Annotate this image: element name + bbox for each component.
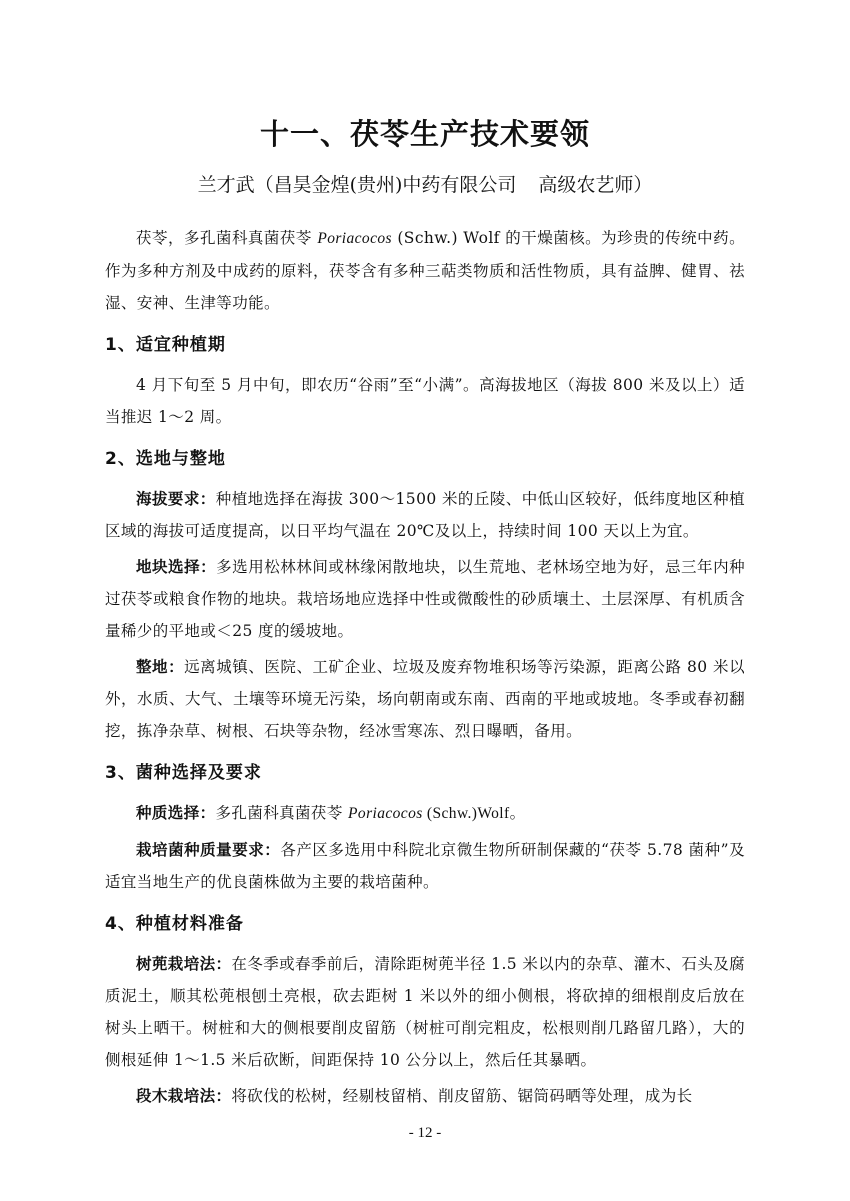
intro-paragraph — [105, 222, 745, 319]
latin-name: Poriacocos — [348, 805, 423, 822]
paragraph-lead: 海拔要求： — [136, 490, 216, 508]
author-rank: 高级农艺师） — [538, 174, 653, 196]
section-1-paragraph-1 — [105, 369, 745, 433]
page-number: - 12 - — [408, 1125, 442, 1141]
paragraph-lead: 段木栽培法： — [136, 1087, 232, 1105]
section-2-paragraph-3 — [105, 651, 745, 747]
document-body — [105, 222, 745, 1112]
paragraph-text: 将砍伐的松树，经剔枝留梢、削皮留筋、锯筒码晒等处理，成为长 — [231, 1087, 693, 1105]
paragraph-text: 多选用松林林间或林缘闲散地块，以生荒地、老林场空地为好，忌三年内种过茯苓或粮食作物的地块。栽培场地应选择中性或微酸性的砂质壤土、土层深厚、有机质含量稀少的平地或＜25 度的缓坡地。 — [105, 558, 745, 640]
section-2-paragraph-1 — [105, 483, 745, 547]
section-heading-4: 4、种植材料准备 — [105, 914, 244, 934]
page-title: 十一、茯苓生产技术要领 — [259, 117, 590, 151]
intro-text-2: (Schw.) Wolf 的干燥菌核。为珍贵的传统中药。作为多种方剂及中成药的原料，茯苓含有多种三萜类物质和活性物质，具有益脾、健胃、祛湿、安神、生津等功能。 — [105, 229, 745, 312]
paragraph-text: 种植地选择在海拔 300～1500 米的丘陵、中低山区较好，低纬度地区种植区域的海拔可适度提高，以日平均气温在 20℃及以上，持续时间 100 天以上为宜。 — [105, 490, 745, 540]
intro-latin-name: Poriacocos — [317, 230, 392, 247]
paragraph-lead: 整地： — [136, 658, 185, 676]
paragraph-text: 在冬季或春季前后，清除距树蔸半径 1.5 米以内的杂草、灌木、石头及腐质泥土，顺其松蔸根刨土亮根，砍去距树 1 米以外的细小侧根，将砍掉的细根削皮后放在树头上晒干。树桩和大的侧根要削皮留筋（树桩可削完粗皮，松根则削几路留几路），大的侧根延伸 1～1.5 米后砍断，间距保持 10 公分以上，然后任其暴晒。 — [105, 955, 745, 1069]
section-2-paragraph-2 — [105, 551, 745, 647]
paragraph-lead: 种质选择： — [136, 804, 216, 822]
section-4-paragraph-2 — [105, 1080, 745, 1112]
paragraph-text: 远离城镇、医院、工矿企业、垃圾及废弃物堆积场等污染源，距离公路 80 米以外，水质、大气、土壤等环境无污染，场向朝南或东南、西南的平地或坡地。冬季或春初翻挖，拣净杂草、树根、石块等杂物，经冰雪寒冻、烈日曝晒，备用。 — [105, 658, 745, 740]
section-heading-3: 3、菌种选择及要求 — [105, 763, 262, 783]
paragraph-text: (Schw.)Wolf。 — [422, 805, 526, 822]
section-heading-1: 1、适宜种植期 — [105, 335, 226, 355]
intro-text-1: 茯苓，多孔菌科真菌茯苓 — [136, 229, 318, 247]
paragraph-text: 多孔菌科真菌茯苓 — [215, 804, 349, 822]
section-4-paragraph-1 — [105, 948, 745, 1076]
paragraph-text: 各产区多选用中科院北京微生物所研制保藏的“茯苓 5.78 菌种”及适宜当地生产的优良菌株做为主要的栽培菌种。 — [105, 841, 745, 891]
author-name-org: 兰才武（昌昊金煌(贵州)中药有限公司 — [197, 174, 517, 196]
paragraph-lead: 树蔸栽培法： — [136, 955, 232, 973]
paragraph-text: 4 月下旬至 5 月中旬，即农历“谷雨”至“小满”。高海拔地区（海拔 800 米及以上）适当推迟 1～2 周。 — [105, 376, 745, 426]
author-line — [105, 170, 745, 197]
paragraph-lead: 栽培菌种质量要求： — [136, 841, 281, 859]
section-3-paragraph-1 — [105, 797, 745, 830]
section-heading-2: 2、选地与整地 — [105, 449, 226, 469]
section-3-paragraph-2 — [105, 834, 745, 898]
paragraph-lead: 地块选择： — [136, 558, 217, 576]
